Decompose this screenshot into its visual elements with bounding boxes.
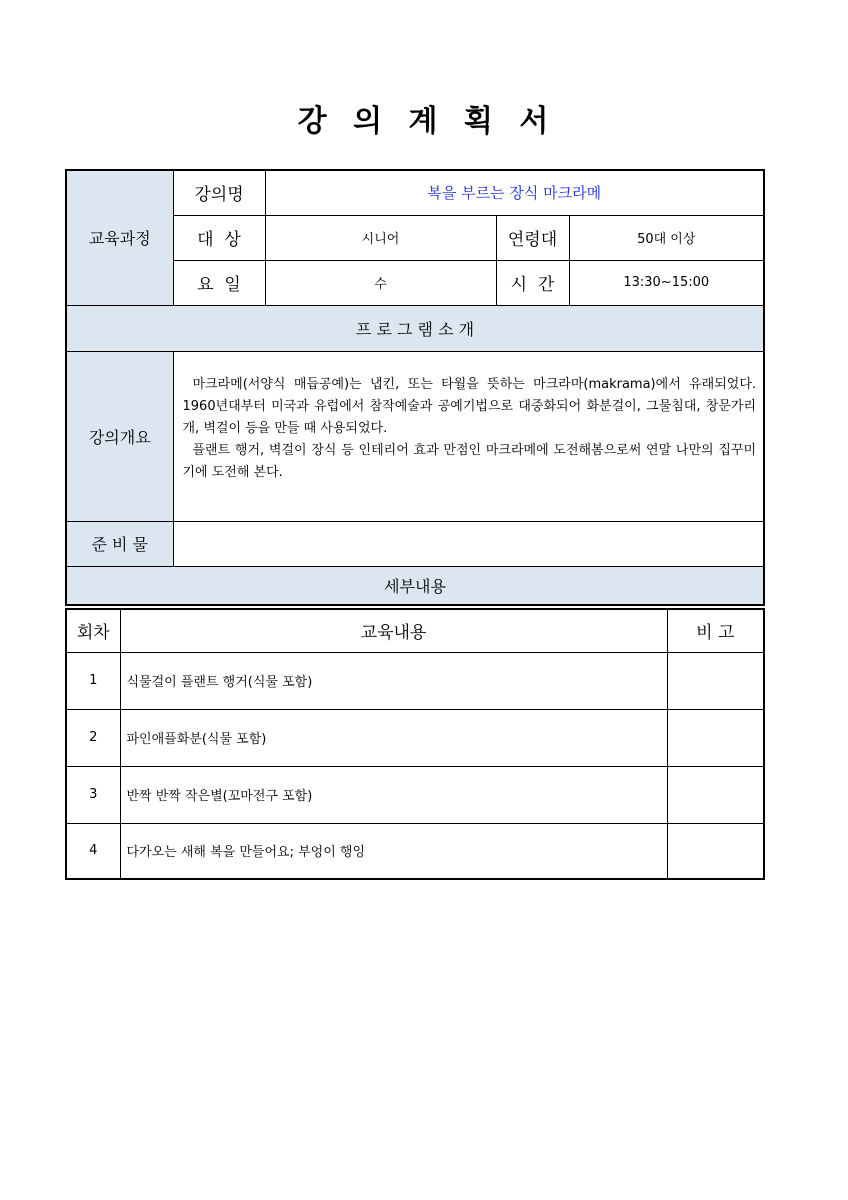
col-note-header: 비 고 xyxy=(667,609,764,652)
col-content-header: 교육내용 xyxy=(120,609,667,652)
session-content: 다가오는 새해 복을 만들어요; 부엉이 행잉 xyxy=(120,823,667,879)
lecture-name-label: 강의명 xyxy=(173,170,265,215)
session-content: 식물걸이 플랜트 행거(식물 포함) xyxy=(120,652,667,709)
session-number: 1 xyxy=(66,652,120,709)
session-number: 3 xyxy=(66,766,120,823)
table-row xyxy=(66,766,764,823)
day-value: 수 xyxy=(265,260,496,305)
age-value: 50대 이상 xyxy=(569,215,764,260)
time-label: 시 간 xyxy=(496,260,569,305)
session-note xyxy=(667,709,764,766)
session-content: 파인애플화분(식물 포함) xyxy=(120,709,667,766)
overview-label: 강의개요 xyxy=(66,351,173,521)
details-heading: 세부내용 xyxy=(66,566,764,605)
materials-value xyxy=(173,521,764,566)
table-row xyxy=(66,709,764,766)
overview-paragraph-1: 마크라메(서양식 매듭공예)는 냅킨, 또는 타월을 뜻하는 마크라마(makrama)에서 유래되었다. 1960년대부터 미국과 유럽에서 참작예술과 공예기법으로 대중화되어 화분걸이, 그물침대, 창문가리개, 벽걸이 등을 만들 때 사용되었다. xyxy=(182,376,757,436)
program-heading: 프 로 그 램 소 개 xyxy=(66,305,764,351)
target-label: 대 상 xyxy=(173,215,265,260)
course-info-table xyxy=(65,169,765,606)
target-value: 시니어 xyxy=(265,215,496,260)
lecture-name-value: 복을 부르는 장식 마크라메 xyxy=(265,170,764,215)
session-content: 반짝 반짝 작은별(꼬마전구 포함) xyxy=(120,766,667,823)
overview-text xyxy=(173,351,764,521)
session-number: 2 xyxy=(66,709,120,766)
overview-paragraph-2: 플랜트 행거, 벽걸이 장식 등 인테리어 효과 만점인 마크라메에 도전해봄으로써 연말 나만의 집꾸미기에 도전해 본다. xyxy=(182,442,757,480)
age-label: 연령대 xyxy=(496,215,569,260)
course-label: 교육과정 xyxy=(66,170,173,305)
session-note xyxy=(667,766,764,823)
materials-label: 준 비 물 xyxy=(66,521,173,566)
table-row xyxy=(66,823,764,879)
session-note xyxy=(667,652,764,709)
session-note xyxy=(667,823,764,879)
table-row xyxy=(66,652,764,709)
col-session-header: 회차 xyxy=(66,609,120,652)
details-table xyxy=(65,608,765,880)
session-number: 4 xyxy=(66,823,120,879)
day-label: 요 일 xyxy=(173,260,265,305)
time-value: 13:30~15:00 xyxy=(569,260,764,305)
document-title: 강 의 계 획 서 xyxy=(297,104,551,139)
